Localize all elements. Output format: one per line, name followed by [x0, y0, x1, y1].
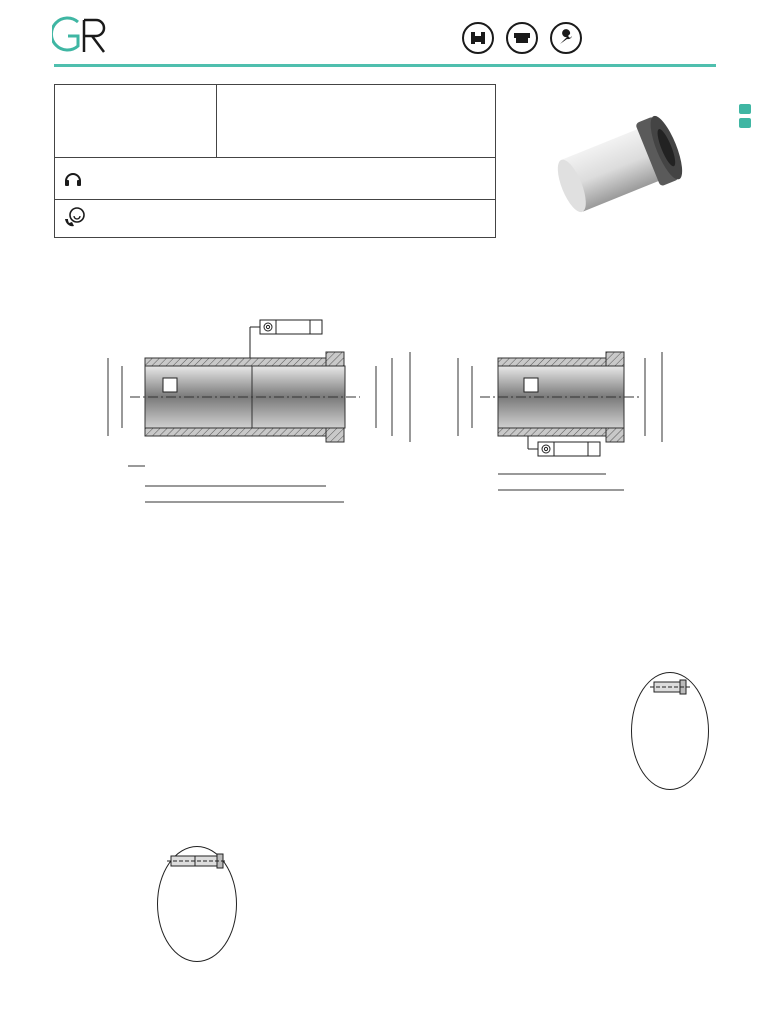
short-bush-icon	[648, 679, 692, 695]
wrench-icon[interactable]	[550, 22, 582, 54]
press-icon[interactable]	[462, 22, 494, 54]
long-bush-icon	[165, 853, 229, 869]
row-divider-1	[55, 157, 495, 158]
technical-drawing-left	[90, 300, 430, 510]
oval-k6-longue	[157, 846, 237, 962]
phone-smile-icon	[63, 205, 87, 229]
oval-m6-courte	[631, 672, 709, 790]
technical-drawing-right	[440, 300, 680, 540]
row-divider-2	[55, 199, 495, 200]
gr-logo-icon	[52, 14, 112, 54]
die-icon[interactable]	[506, 22, 538, 54]
title-divider	[216, 85, 217, 157]
bracket-mark-top	[739, 104, 751, 114]
logo	[52, 14, 112, 62]
title-box	[54, 84, 496, 238]
bracket-mark-bottom	[739, 118, 751, 128]
header-rule	[54, 64, 716, 67]
product-photo	[540, 96, 700, 226]
headset-icon	[63, 169, 83, 189]
